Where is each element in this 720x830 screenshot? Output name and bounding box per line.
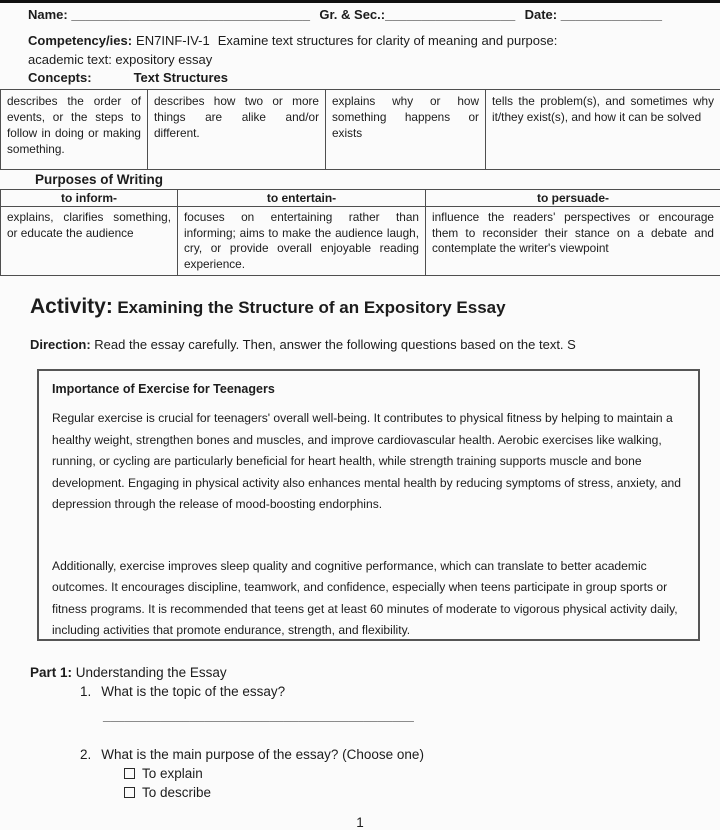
direction-line: [0, 337, 720, 352]
competency-text-line2: academic text: expository essay: [28, 52, 212, 67]
competency-section: [0, 31, 720, 69]
direction-text: Read the essay carefully. Then, answer the following questions based on the text. S: [94, 337, 576, 352]
purpose-header-inform: to inform-: [1, 190, 178, 207]
page-number: 1: [0, 815, 720, 830]
question-2: [0, 747, 720, 762]
competency-text-line1: Examine text structures for clarity of meaning and purpose:: [218, 33, 558, 48]
name-field: [28, 7, 310, 22]
checkbox-icon[interactable]: [124, 787, 135, 798]
essay-paragraph-1: Regular exercise is crucial for teenagers' overall well-being. It contributes to physical fitness by helping to maintain a healthy weight, strengthen bones and muscles, and improve cardiovascular health. Aerobic exercises like walking, running, or cycling are particularly beneficial for heart health, while strength training supports muscle and bone development. Engaging in physical activity also enhances mental health by reducing symptoms of stress, anxiety, and depression through the release of mood-boosting endorphins.: [52, 408, 685, 516]
table-header-row: [1, 190, 720, 207]
option-to-explain[interactable]: [0, 766, 720, 781]
competency-code: EN7INF-IV-1: [136, 33, 210, 48]
essay-title: Importance of Exercise for Teenagers: [52, 382, 685, 396]
part1-heading: [0, 665, 720, 680]
checkbox-icon[interactable]: [124, 768, 135, 779]
purpose-cell-persuade: influence the readers' perspectives or encourage them to reconsider their stance on a debate and contemplate the writer's viewpoint: [426, 207, 720, 276]
date-field: [525, 7, 662, 22]
concepts-value: Text Structures: [134, 70, 228, 85]
essay-paragraph-2: Additionally, exercise improves sleep quality and cognitive performance, which can translate to better academic outcomes. It encourages discipline, teamwork, and confidence, especially when teens participate in group sports or fitness programs. It is recommended that teens get at least 60 minutes of moderate to vigorous physical activity daily, including activities that promote endurance, strength, and flexibility.: [52, 556, 685, 642]
grade-section-blank-line[interactable]: __________________: [385, 7, 515, 22]
question-2-text: What is the main purpose of the essay? (Choose one): [101, 747, 424, 762]
concepts-label: Concepts:: [28, 70, 92, 85]
essay-box: [37, 369, 700, 641]
part1-label: Part 1:: [30, 665, 72, 680]
purpose-cell-inform: explains, clarifies something, or educate the audience: [1, 207, 178, 276]
purpose-cell-entertain: focuses on entertaining rather than informing; aims to make the audience laugh, cry, or provide overall enjoyable reading experience.: [178, 207, 426, 276]
competency-label: Competency/ies:: [28, 33, 132, 48]
text-structure-cell-cause-effect: explains why or how something happens or exists: [326, 90, 486, 170]
grade-section-label: Gr. & Sec.:: [319, 7, 385, 22]
date-label: Date:: [525, 7, 558, 22]
date-blank-line[interactable]: ______________: [561, 7, 662, 22]
name-label: Name:: [28, 7, 68, 22]
activity-heading: [0, 295, 720, 319]
question-1-number: 1.: [80, 684, 91, 699]
question-2-number: 2.: [80, 747, 91, 762]
direction-label: Direction:: [30, 337, 91, 352]
purpose-header-persuade: to persuade-: [426, 190, 720, 207]
table-row: [1, 207, 720, 276]
concepts-line: [0, 70, 720, 85]
header-fields-row: [0, 3, 720, 22]
part1-title: Understanding the Essay: [76, 665, 227, 680]
text-structure-cell-compare-contrast: describes how two or more things are alike and/or different.: [148, 90, 326, 170]
option-to-describe[interactable]: [0, 785, 720, 800]
option-to-describe-label: To describe: [142, 785, 211, 800]
table-row: [1, 90, 720, 170]
text-structure-cell-problem-solution: tells the problem(s), and sometimes why it/they exist(s), and how it can be solved: [486, 90, 720, 170]
question-1-answer-blank[interactable]: ___________________________________________: [0, 708, 720, 723]
purposes-of-writing-table: [0, 189, 720, 276]
question-1: [0, 684, 720, 699]
activity-title: Examining the Structure of an Expository Essay: [117, 298, 505, 317]
text-structure-cell-sequence: describes the order of events, or the steps to follow in doing or making something.: [1, 90, 148, 170]
text-structures-table: [0, 89, 720, 170]
purpose-header-entertain: to entertain-: [178, 190, 426, 207]
purposes-of-writing-heading: Purposes of Writing: [0, 170, 720, 189]
name-blank-line[interactable]: _________________________________: [71, 7, 310, 22]
activity-label: Activity:: [30, 295, 113, 318]
grade-section-field: [319, 7, 515, 22]
option-to-explain-label: To explain: [142, 766, 203, 781]
question-1-text: What is the topic of the essay?: [101, 684, 285, 699]
